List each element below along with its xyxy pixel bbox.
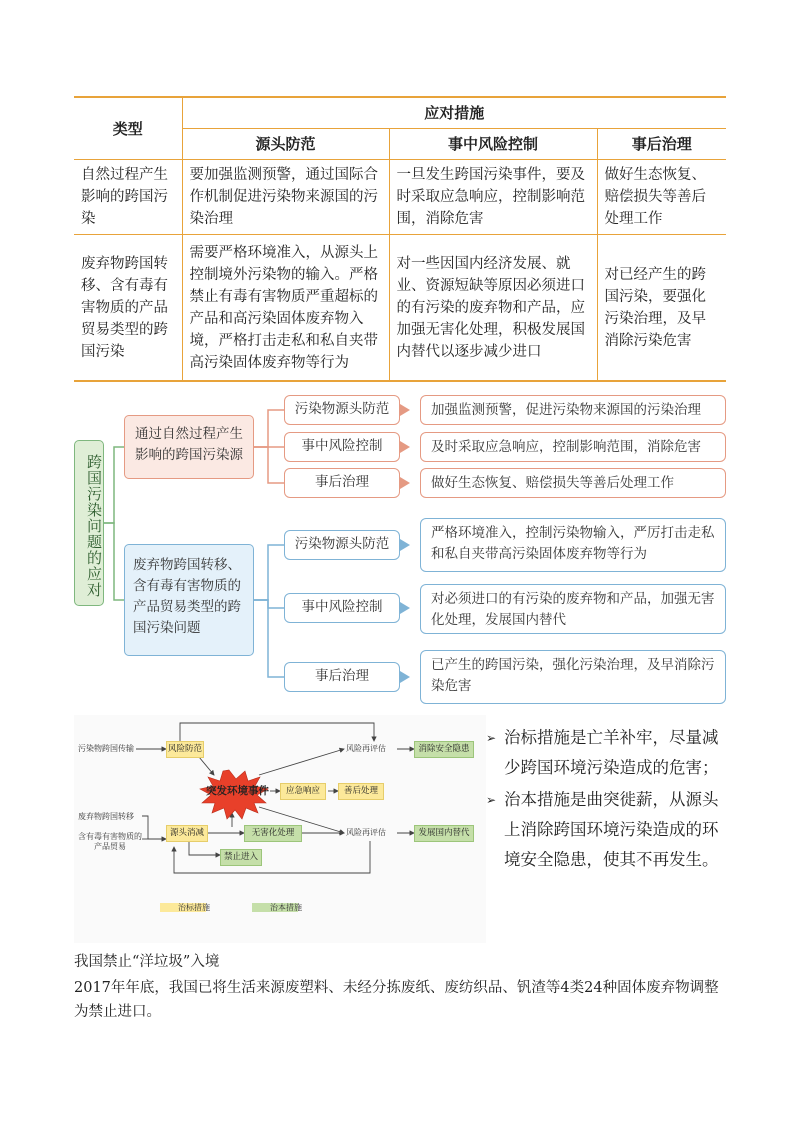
flow-event-label: 突发环境事件 — [206, 785, 269, 797]
row1-after: 做好生态恢复、赔偿损失等善后处理工作 — [597, 160, 726, 235]
leaf-control-1: 及时采取应急响应，控制影响范围，消除危害 — [420, 432, 726, 462]
stage-control-1: 事中风险控制 — [284, 432, 400, 462]
flow-domestic: 发展国内替代 — [414, 825, 474, 842]
stage-source-2: 污染物源头防范 — [284, 530, 400, 560]
flow-eliminate: 消除安全隐患 — [414, 741, 474, 758]
row2-after: 对已经产生的跨国污染，要强化污染治理，及早消除污染危害 — [597, 235, 726, 381]
arrow-right-icon: ➢ — [486, 793, 497, 807]
mindmap — [0, 388, 800, 710]
stage-after-2: 事后治理 — [284, 662, 400, 692]
row1-source: 要加强监测预警，通过国际合作机制促进污染物来源国的污染治理 — [182, 160, 389, 235]
flow-emergency: 应急响应 — [280, 783, 326, 800]
text-paragraph: 2017年年底，我国已将生活来源废塑料、未经分拣废纸、废纺织品、钒渣等4类24种固体废弃物调整为禁止进口。 — [74, 980, 719, 1020]
subheader-source: 源头防范 — [182, 129, 389, 160]
legend-yellow-label: 治标措施 — [178, 903, 210, 912]
leaf-after-2: 已产生的跨国污染，强化污染治理，及早消除污染危害 — [420, 650, 726, 704]
stage-control-2: 事中风险控制 — [284, 593, 400, 623]
flow-src-transport: 污染物跨国传输 — [78, 744, 134, 753]
bullet-symptom-text: 治标措施是亡羊补牢，尽量减少跨国环境污染造成的危害； — [504, 728, 719, 777]
measures-table-wrap — [74, 96, 726, 382]
row2-type: 废弃物跨国转移、含有毒有害物质的产品贸易类型的跨国污染 — [74, 235, 182, 381]
bullet-symptom — [486, 723, 730, 783]
flow-src-trade: 含有毒有害物质的产品贸易 — [78, 832, 142, 851]
flow-risk-prevent: 风险防范 — [166, 741, 204, 758]
mindmap-branch-waste: 废弃物跨国转移、含有毒有害物质的产品贸易类型的跨国污染问题 — [124, 544, 254, 656]
leaf-control-2: 对必须进口的有污染的废弃物和产品，加强无害化处理，发展国内替代 — [420, 584, 726, 634]
stage-after-1: 事后治理 — [284, 468, 400, 498]
header-measures: 应对措施 — [182, 98, 726, 129]
bullet-root-text: 治本措施是曲突徙薪，从源头上消除跨国环境污染造成的环境安全隐患，使其不再发生。 — [504, 790, 719, 869]
leaf-after-1: 做好生态恢复、赔偿损失等善后处理工作 — [420, 468, 726, 498]
measures-table — [74, 98, 726, 380]
flow-harmless: 无害化处理 — [244, 825, 302, 842]
flow-ban: 禁止进入 — [220, 849, 262, 866]
measure-bullets — [486, 723, 730, 877]
text-heading: 我国禁止“洋垃圾”入境 — [74, 954, 220, 970]
row2-source: 需要严格环境准入，从源头上控制境外污染物的输入。严格禁止有毒有害物质严重超标的产品和高污染固体废弃物入境，严格打击走私和私自夹带高污染固体废弃物等行为 — [182, 235, 389, 381]
flow-assess-1: 风险再评估 — [346, 744, 386, 753]
header-type: 类型 — [74, 98, 182, 160]
flow-assess-2: 风险再评估 — [346, 828, 386, 837]
bullet-root — [486, 785, 730, 875]
stage-source-1: 污染物源头防范 — [284, 395, 400, 425]
row1-control: 一旦发生跨国污染事件，要及时采取应急响应，控制影响范围，消除危害 — [389, 160, 597, 235]
flow-diagram — [74, 715, 486, 943]
mindmap-root: 跨国污染问题的应对 — [74, 440, 104, 606]
subheader-after: 事后治理 — [597, 129, 726, 160]
leaf-source-2: 严格环境准入，控制污染物输入，严厉打击走私和私自夹带高污染固体废弃物等行为 — [420, 518, 726, 572]
leaf-source-1: 加强监测预警，促进污染物来源国的污染治理 — [420, 395, 726, 425]
mindmap-branch-natural: 通过自然过程产生影响的跨国污染源 — [124, 415, 254, 479]
legend-green-label: 治本措施 — [270, 903, 302, 912]
flow-src-waste: 废弃物跨国转移 — [78, 812, 134, 821]
arrow-right-icon: ➢ — [486, 731, 497, 745]
subheader-control: 事中风险控制 — [389, 129, 597, 160]
flow-source-reduce: 源头消减 — [166, 825, 208, 842]
row1-type: 自然过程产生影响的跨国污染 — [74, 160, 182, 235]
flow-aftermath: 善后处理 — [338, 783, 384, 800]
row2-control: 对一些因国内经济发展、就业、资源短缺等原因必须进口的有污染的废弃物和产品，应加强无害化处理，积极发展国内替代以逐步减少进口 — [389, 235, 597, 381]
